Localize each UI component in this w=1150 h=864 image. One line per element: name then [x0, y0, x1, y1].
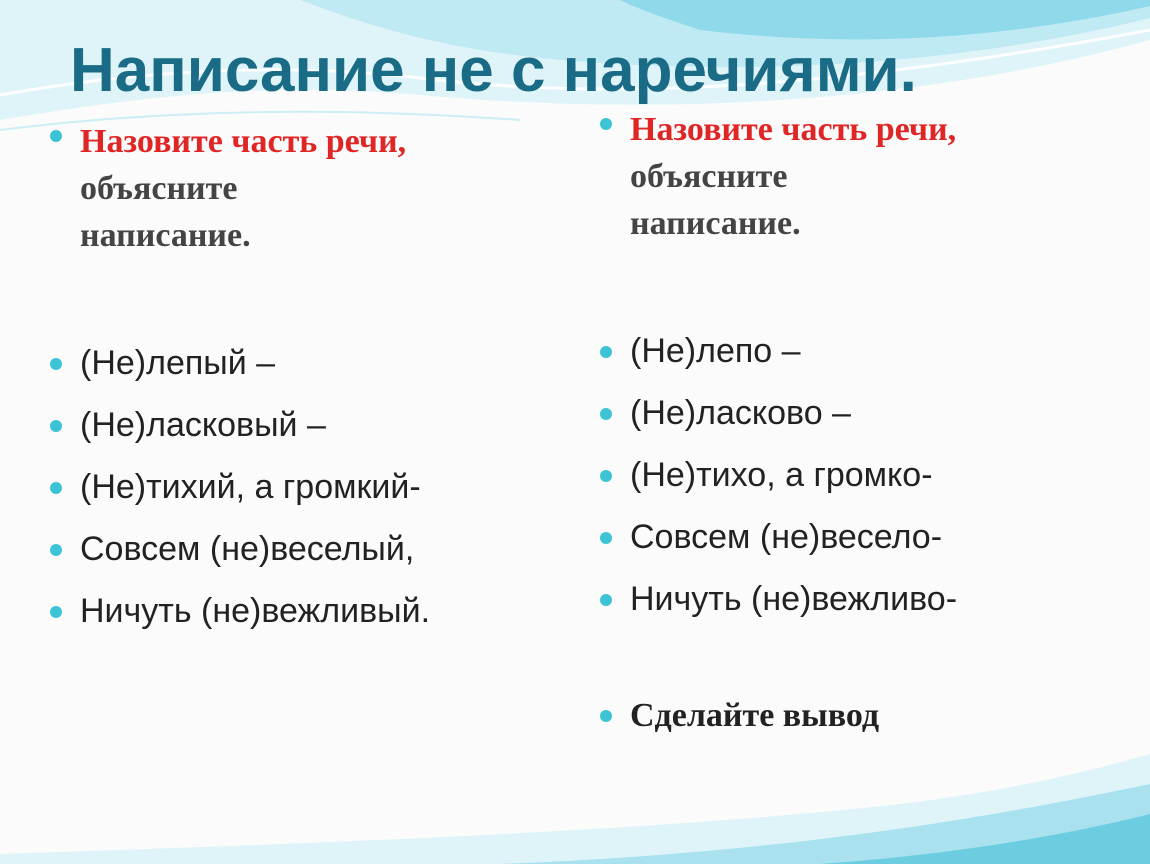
bullet-dot-icon	[50, 358, 62, 370]
left-item-3	[48, 456, 548, 518]
left-item-text: Ничуть (не)вежливый.	[80, 592, 431, 630]
left-item-2	[48, 394, 548, 456]
bullet-dot-icon	[600, 532, 612, 544]
left-item-text: (Не)ласковый –	[80, 406, 326, 444]
left-bullet-list	[48, 118, 548, 642]
right-instruction	[598, 106, 1098, 247]
right-conclusion	[598, 692, 1098, 739]
right-bullet-list	[598, 106, 1098, 739]
left-instruction-tail-1: объясните	[80, 170, 238, 207]
left-instruction-head: Назовите часть речи,	[80, 123, 407, 160]
right-item-text: Совсем (не)весело-	[630, 518, 943, 556]
bullet-dot-icon	[600, 710, 612, 722]
left-item-1	[48, 332, 548, 394]
bullet-dot-icon	[600, 346, 612, 358]
bullet-dot-icon	[50, 420, 62, 432]
left-item-text: (Не)тихий, а громкий-	[80, 468, 421, 506]
left-column	[48, 118, 548, 642]
right-item-text: Ничуть (не)вежливо-	[630, 580, 958, 618]
conclusion-text: Сделайте вывод	[630, 697, 880, 734]
left-item-4	[48, 518, 548, 580]
right-item-text: (Не)лепо –	[630, 332, 801, 370]
bullet-dot-icon	[50, 606, 62, 618]
bullet-dot-icon	[50, 482, 62, 494]
slide-title: Написание не с наречиями.	[70, 36, 917, 105]
right-item-1	[598, 320, 1098, 382]
left-item-text: Совсем (не)веселый,	[80, 530, 415, 568]
left-item-text: (Не)лепый –	[80, 344, 276, 382]
bullet-dot-icon	[600, 470, 612, 482]
bullet-dot-icon	[600, 118, 612, 130]
right-instruction-head: Назовите часть речи,	[630, 111, 957, 148]
bottom-wave-decoration	[0, 744, 1150, 864]
left-instruction	[48, 118, 548, 259]
right-instruction-tail-1: объясните	[630, 158, 788, 195]
bullet-dot-icon	[50, 544, 62, 556]
left-instruction-tail-2: написание.	[80, 217, 251, 254]
bullet-dot-icon	[600, 594, 612, 606]
right-item-4	[598, 506, 1098, 568]
bullet-dot-icon	[600, 408, 612, 420]
right-item-2	[598, 382, 1098, 444]
right-instruction-tail-2: написание.	[630, 205, 801, 242]
right-item-5	[598, 568, 1098, 630]
right-item-text: (Не)ласково –	[630, 394, 851, 432]
right-column	[598, 106, 1098, 739]
right-item-3	[598, 444, 1098, 506]
left-item-5	[48, 580, 548, 642]
right-item-text: (Не)тихо, а громко-	[630, 456, 933, 494]
bullet-dot-icon	[50, 130, 62, 142]
